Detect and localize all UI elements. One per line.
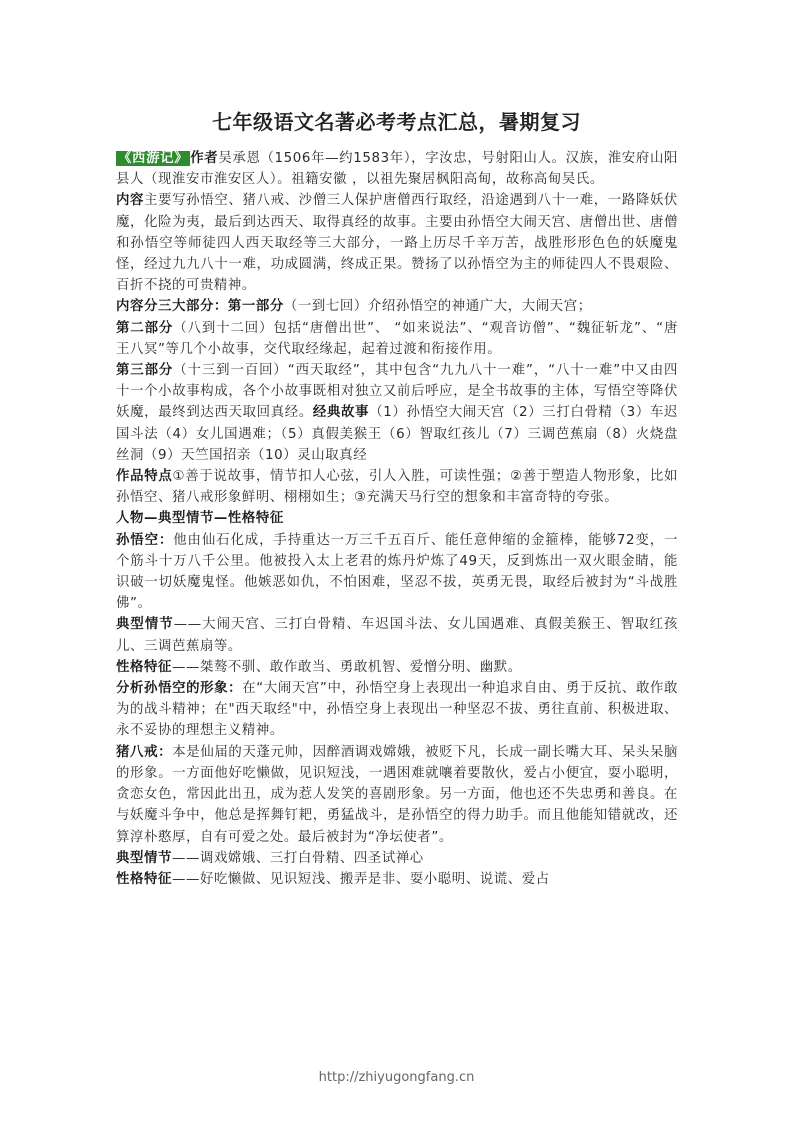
features-paragraph [116,466,678,508]
part-three-text: （十三到一百回）“西天取经”，其中包含“九九八十一难”，“八十一难”中又由四十一个小故事构成，各个小故事既相对独立又前后呼应，是全书故事的主体，写悟空等降伏妖魔，最终到达西天取回真经。 [116,363,679,421]
classic-stories-text: （1）孙悟空大闹天宫（2）三打白骨精（3）车迟国斗法（4）女儿国遇难；（5）真假美猴王（6）智取红孩儿（7）三调芭蕉扇（8）火烧盘丝洞（9）天竺国招亲（10）灵山取真经 [116,405,678,463]
features-text: ①善于说故事，情节扣人心弦，引人入胜，可读性强；②善于塑造人物形象，比如孙悟空、猪八戒形象鲜明、栩栩如生；③充满天马行空的想象和丰富奇特的夸张。 [116,469,679,506]
wukong-traits-label: 性格特征 [116,659,172,675]
wukong-plots-text: ——大闹天宫、三打白骨精、车迟国斗法、女儿国遇难、真假美猴王、智取红孩儿、三调芭蕉扇等。 [116,617,678,654]
content-label: 内容 [116,193,145,209]
bajie-traits-text: ——好吃懒做、见识短浅、搬弄是非、耍小聪明、说谎、爱占 [171,871,550,887]
bajie-plots-label: 典型情节 [116,850,172,866]
part-one-text: （一到七回）介绍孙悟空的神通广大，大闹天宫； [283,299,592,315]
wukong-analysis-paragraph [116,678,678,742]
sun-wukong-paragraph [116,530,678,615]
bajie-plots-paragraph [116,848,678,869]
footer-url: http://zhiyugongfang.cn [318,1070,475,1085]
content-paragraph [116,190,678,296]
part-two-text: （八到十二回）包括“唐僧出世”、 “如来说法”、“观音访僧”、“魏征斩龙”、“唐王八冥”等几个小故事，交代取经缘起，起着过渡和衔接作用。 [116,320,678,357]
part-three-paragraph [116,360,678,466]
zhu-bajie-paragraph [116,742,678,848]
author-paragraph [116,148,678,190]
bajie-traits-paragraph [116,869,678,890]
zhu-bajie-text: 本是仙届的天蓬元帅，因醉酒调戏嫦娥，被贬下凡，长成一副长嘴大耳、呆头呆脑的形象。一方面他好吃懒做，见识短浅，一遇困难就嚷着要散伙，爱占小便宜，耍小聪明，贪恋女色，常因此出丑，成为惹人发笑的喜剧形象。另一方面，他也还不失忠勇和善良。在与妖魔斗争中，他总是挥舞钉耙，勇猛战斗，是孙悟空的得力助手。而且他能知错就改，还算淳朴憨厚，自有可爱之处。最后被封为“净坛使者”。 [116,744,678,845]
wukong-analysis-text: 在“大闹天宫”中，孙悟空身上表现出一种追求自由、勇于反抗、敢作敢为的战斗精神；在"西天取经"中，孙悟空身上表现出一种坚忍不拔、勇往直前、积极进取、永不妥协的理想主义精神。 [116,681,678,739]
zhu-bajie-label: 猪八戒： [116,744,173,760]
characters-heading-text: 人物—典型情节—性格特征 [116,511,284,527]
sun-wukong-text: 他由仙石化成，手持重达一万三千五百斤、能任意伸缩的金箍棒，能够72变，一个筋斗十万八千公里。他被投入太上老君的炼丹炉炼了49天，反到炼出一双火眼金睛，能识破一切妖魔鬼怪。他嫉恶如仇，不怕困难，坚忍不拔，英勇无畏，取经后被封为“斗战胜佛”。 [116,532,679,612]
wukong-analysis-label: 分析孙悟空的形象： [116,681,243,697]
bajie-traits-label: 性格特征 [116,871,172,887]
author-label: 作者 [190,151,219,166]
part-three-label: 第三部分 [116,363,174,379]
classic-stories-label: 经典故事 [312,405,370,421]
page-title: 七年级语文名著必考考点汇总，暑期复习 [212,110,581,134]
part-one-paragraph [116,296,678,317]
part-one-label: 内容分三大部分：第一部分 [116,299,284,315]
document-body [116,148,678,890]
book-title-highlight: 《西游记》 [118,151,189,166]
wukong-traits-paragraph [116,657,678,678]
wukong-traits-text: ——桀骜不驯、敢作敢当、勇敢机智、爱憎分明、幽默。 [171,659,522,675]
part-two-label: 第二部分 [116,320,174,336]
bajie-plots-text: ——调戏嫦娥、三打白骨精、四圣试禅心 [171,850,424,866]
characters-heading [116,508,678,529]
sun-wukong-label: 孙悟空： [116,532,174,548]
author-text: 吴承恩（1506年—约1583年），字汝忠，号射阳山人。汉族，淮安府山阳县人（现淮安市淮安区人）。祖籍安徽 ，以祖先聚居枫阳高甸，故称高甸吴氏。 [116,151,679,188]
content-text: 主要写孙悟空、猪八戒、沙僧三人保护唐僧西行取经，沿途遇到八十一难，一路降妖伏魔，化险为夷，最后到达西天、取得真经的故事。主要由孙悟空大闹天宫、唐僧出世、唐僧和孙悟空等师徒四人西天取经等三大部分，一路上历尽千辛万苦，战胜形形色色的妖魔鬼怪，经过九九八十一难，功成圆满，终成正果。赞扬了以孙悟空为主的师徒四人不畏艰险、百折不挠的可贵精神。 [116,193,679,294]
part-two-paragraph [116,318,678,360]
features-label: 作品特点 [116,469,173,485]
wukong-plots-label: 典型情节 [116,617,174,633]
wukong-plots-paragraph [116,614,678,656]
